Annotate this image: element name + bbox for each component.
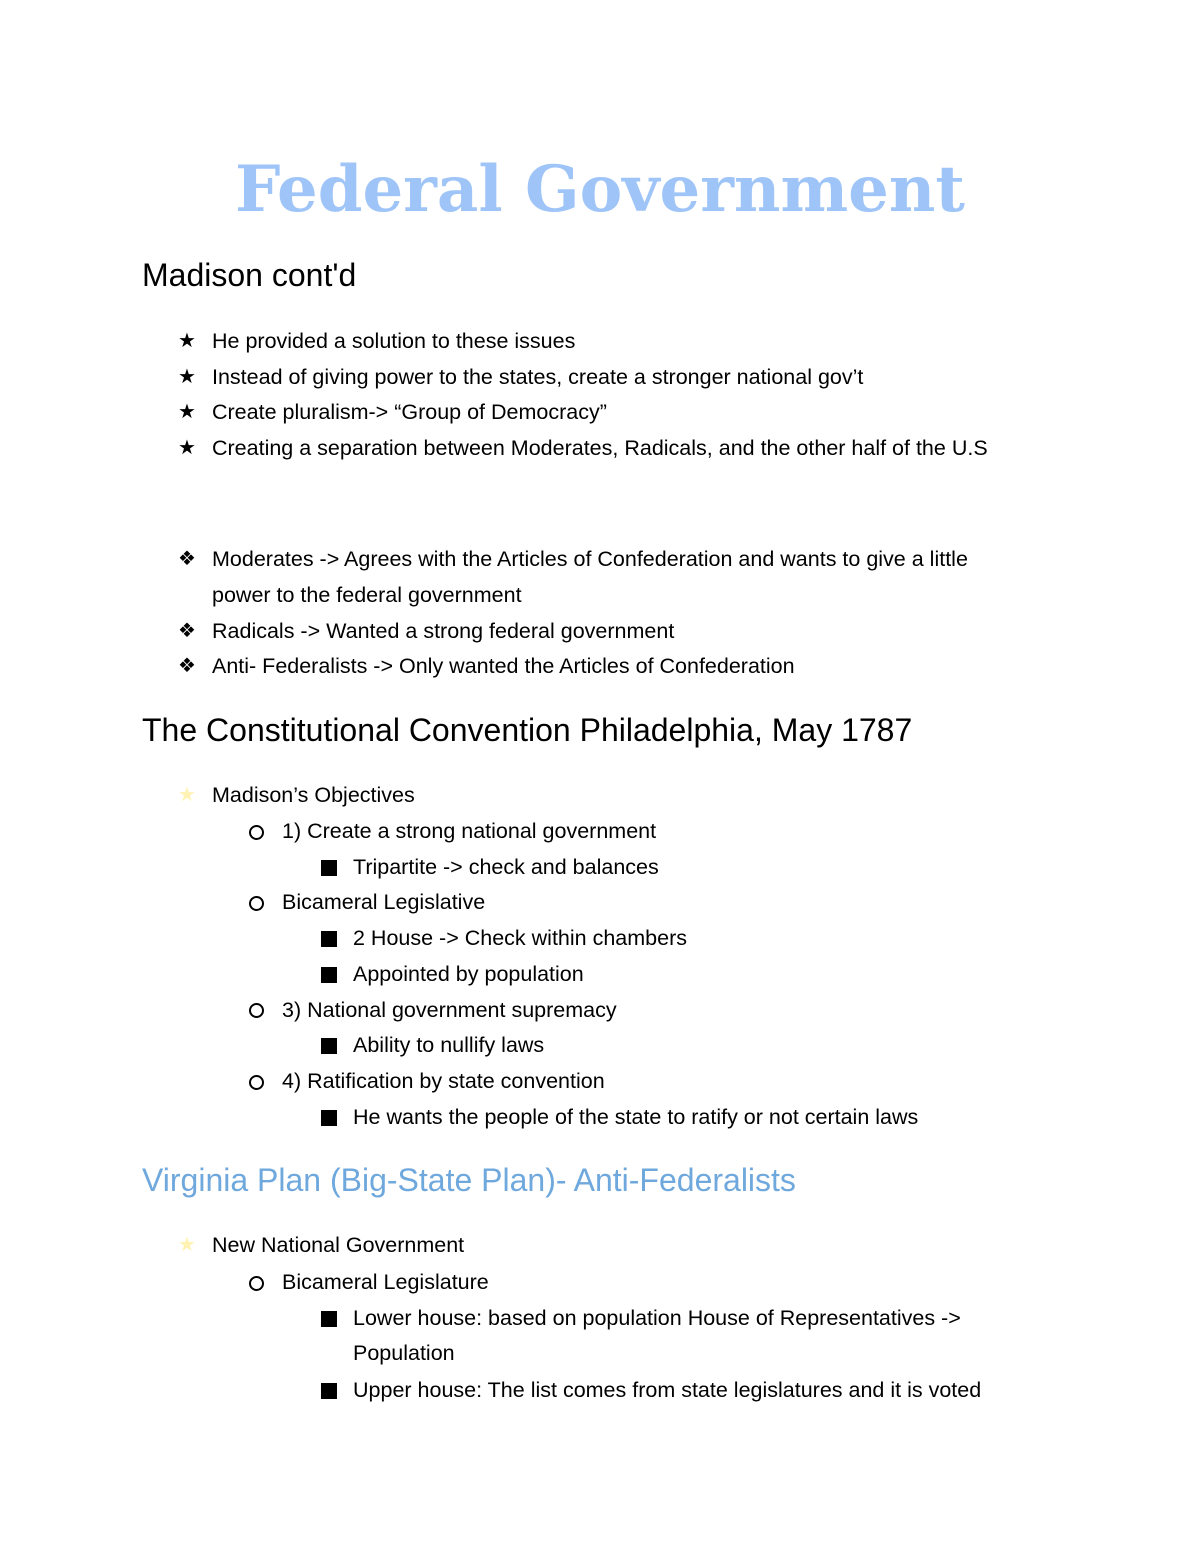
square-bullet-icon [321,1311,337,1327]
list-item: Instead of giving power to the states, create a stronger national gov’t [212,365,864,389]
sub-list-item: Bicameral Legislative [282,890,486,914]
star-bullet-icon: ★ [178,1234,196,1256]
list-item: He provided a solution to these issues [212,329,576,353]
sub-sub-list-item: Lower house: based on population House of Representatives -> [353,1306,961,1330]
square-bullet-icon [321,860,337,876]
circle-bullet-icon [249,1075,264,1090]
list-item: Create pluralism-> “Group of Democracy” [212,400,607,424]
star-bullet-icon: ★ [178,366,196,388]
sub-sub-list-item: Ability to nullify laws [353,1033,545,1057]
list-item: Anti- Federalists -> Only wanted the Articles of Confederation [212,654,795,678]
circle-bullet-icon [249,825,264,840]
square-bullet-icon [321,1038,337,1054]
diamond-bullet-icon: ❖ [178,620,196,642]
page-title: Federal Government [235,152,965,227]
list-item: Creating a separation between Moderates, Radicals, and the other half of the U.S [212,436,988,460]
star-bullet-icon: ★ [178,437,196,459]
list-item: Madison’s Objectives [212,783,415,807]
list-item-continuation: power to the federal government [212,583,522,607]
circle-bullet-icon [249,896,264,911]
square-bullet-icon [321,1110,337,1126]
sub-sub-list-item: Tripartite -> check and balances [353,855,659,879]
star-bullet-icon: ★ [178,330,196,352]
square-bullet-icon [321,1383,337,1399]
circle-bullet-icon [249,1003,264,1018]
section-heading-convention: The Constitutional Convention Philadelphia, May 1787 [142,712,913,748]
sub-list-item: Bicameral Legislature [282,1270,489,1294]
star-bullet-icon: ★ [178,784,196,806]
sub-list-item: 1) Create a strong national government [282,819,657,843]
sub-sub-list-item-continuation: Population [353,1341,455,1365]
sub-sub-list-item: Upper house: The list comes from state legislatures and it is voted [353,1378,982,1402]
diamond-bullet-icon: ❖ [178,548,196,570]
square-bullet-icon [321,931,337,947]
diamond-bullet-icon: ❖ [178,655,196,677]
star-bullet-icon: ★ [178,401,196,423]
section-heading-madison: Madison cont'd [142,257,357,293]
sub-sub-list-item: Appointed by population [353,962,584,986]
list-item: Moderates -> Agrees with the Articles of Confederation and wants to give a little [212,547,968,571]
sub-list-item: 4) Ratification by state convention [282,1069,605,1093]
section-heading-virginia-plan: Virginia Plan (Big-State Plan)- Anti-Federalists [142,1162,796,1198]
sub-sub-list-item: 2 House -> Check within chambers [353,926,687,950]
circle-bullet-icon [249,1276,264,1291]
square-bullet-icon [321,967,337,983]
sub-list-item: 3) National government supremacy [282,998,617,1022]
list-item: New National Government [212,1233,465,1257]
list-item: Radicals -> Wanted a strong federal government [212,619,675,643]
sub-sub-list-item: He wants the people of the state to ratify or not certain laws [353,1105,919,1129]
